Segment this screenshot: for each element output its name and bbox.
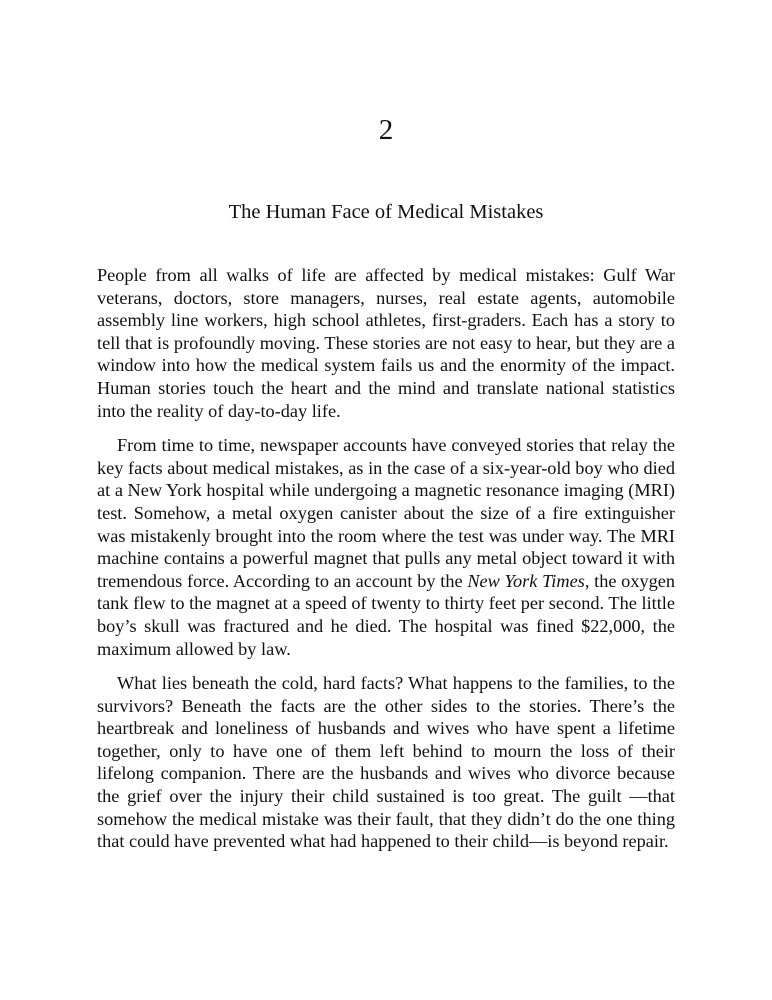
chapter-body [97, 264, 675, 865]
paragraph-2 [97, 434, 675, 660]
chapter-number: 2 [378, 114, 394, 146]
paragraph-1: People from all walks of life are affected by medical mistakes: Gulf War veterans, doctors, store managers, nurses, real estate agents, automobile assembly line workers, high school athletes, first-graders. Each has a story to tell that is profoundly moving. These stories are not easy to hear, but they are a window into how the medical system fails us and the enormity of the impact. Human stories touch the heart and the mind and translate national statistics into the reality of day-to-day life. [97, 265, 675, 421]
paragraph-2-text-before: From time to time, newspaper accounts have conveyed stories that relay the key facts about medical mistakes, as in the case of a six-year-old boy who died at a New York hospital while undergoing a magnetic resonance imaging (MRI) test. Somehow, a metal oxygen canister about the size of a fire extinguisher was mistakenly brought into the room where the test was under way. The MRI machine contains a powerful magnet that pulls any metal object toward it with tremendous force. According to an account by the [97, 435, 675, 591]
paragraph-2-text-after: , the oxygen tank flew to the magnet at a speed of twenty to thirty feet per second. The little boy’s skull was fractured and he died. The hospital was fined $22,000, the maximum allowed by law. [97, 570, 675, 659]
paragraph-3: What lies beneath the cold, hard facts? What happens to the families, to the survivors? Beneath the facts are the other sides to the stories. There’s the heartbreak and loneliness of husbands and wives who have spent a lifetime together, only to have one of them left behind to mourn the loss of their lifelong companion. There are the husbands and wives who divorce because the grief over the injury their child sustained is too great. The guilt —that somehow the medical mistake was their fault, that they didn’t do the one thing that could have prevented what had happened to their child—is beyond repair. [97, 673, 675, 852]
newspaper-title: New York Times [467, 570, 585, 591]
chapter-title: The Human Face of Medical Mistakes [228, 201, 544, 223]
